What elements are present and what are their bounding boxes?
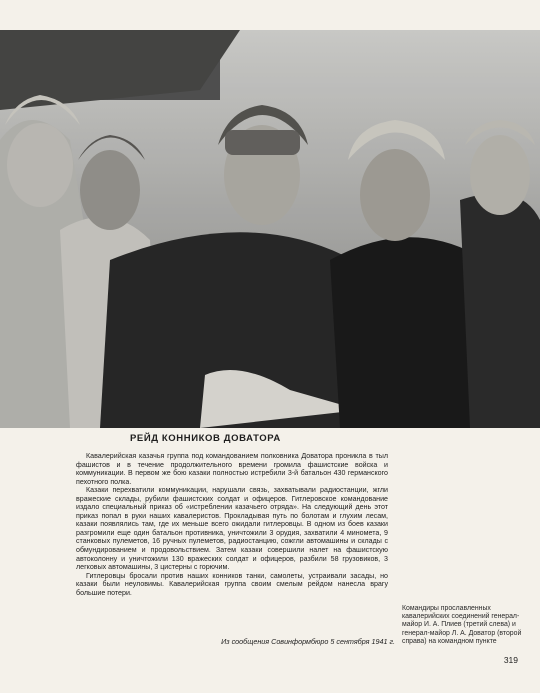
article-paragraph: Кавалерийская казачья группа под командованием полковника Доватора проникла в тыл фашистов и в течение продолжительного времени громила фашистские войска и коммуникации. В первом же бою казаки полностью истребили 3-й батальон 430 германского пехотного полка. <box>76 452 388 486</box>
article-source: Из сообщения Совинформбюро 5 сентября 1941 г. <box>221 637 395 646</box>
article-paragraph: Казаки перехватили коммуникации, нарушали связь, захватывали радиостанции, жгли вражеские склады, рубили фашистских солдат и офицеров. Гитлеровское командование издало специальный приказ об «истреблении казачьего отряда». На следующий день этот приказ попал в руки наших кавалеристов. Прокладывая путь по болотам и глухим лесам, казаки появлялись там, где их меньше всего ожидали гитлеровцы. В одном из боев казаки разгромили еще один батальон противника, уничтожили 3 орудия, захватили 4 миномета, 9 станковых пулеметов, 16 ручных пулеметов, радиостанцию, сожгли автомашины и склады с обмундированием и продовольствием. Затем казаки совершили налет на фашистскую автоколонну и уничтожили 130 вражеских солдат и офицеров, разбили 58 грузовиков, 3 легковых автомашины, 3 цистерны с горючим. <box>76 486 388 572</box>
article-body <box>76 452 388 597</box>
article-paragraph: Гитлеровцы бросали против наших конников танки, самолеты, устраивали засады, но казаки были неуловимы. Кавалерийская группа своим смелым рейдом нанесла врагу большие потери. <box>76 571 388 597</box>
article-title: РЕЙД КОННИКОВ ДОВАТОРА <box>130 433 281 444</box>
photo-illustration <box>0 30 540 428</box>
photo-caption: Командиры прославленных кавалерийских соединений генерал-майор И. А. Плиев (третий слева) и генерал-майор Л. А. Доватор (второй справа) на командном пункте <box>402 605 522 645</box>
historical-photograph <box>0 30 540 428</box>
page-number: 319 <box>503 655 518 665</box>
